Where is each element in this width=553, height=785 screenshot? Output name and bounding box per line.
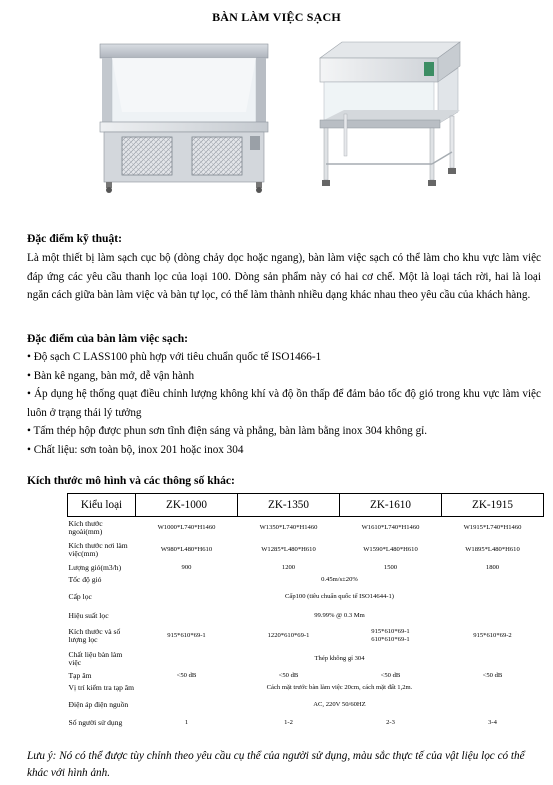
spec-value: W1590*L480*H610 bbox=[363, 545, 418, 553]
spec-value: W1350*L740*H1460 bbox=[238, 517, 340, 539]
spec-row-noise bbox=[68, 671, 544, 681]
spec-value: Thép không gỉ 304 bbox=[314, 654, 365, 662]
spec-value: W1610*L740*H1460 bbox=[340, 517, 442, 539]
spec-value: 1 bbox=[184, 718, 189, 726]
spec-value: Cấp100 (tiêu chuẩn quốc tế ISO14644-1) bbox=[285, 592, 394, 600]
spec-label: Tạp âm bbox=[68, 670, 92, 680]
feature-item: • Tấm thép hộp được phun sơn tĩnh điện sáng và phẳng, bàn làm bằng inox 304 không gỉ. bbox=[27, 425, 428, 437]
technical-features-heading: Đặc điểm kỹ thuật: bbox=[27, 232, 123, 245]
spec-value: AC, 220V 50/60HZ bbox=[313, 700, 366, 708]
spec-value: <50 dB bbox=[482, 671, 503, 679]
spec-value: Cách mặt trước bàn làm việc 20cm, cách mặt đất 1,2m. bbox=[266, 683, 413, 691]
spec-row-wind-speed bbox=[68, 575, 544, 586]
spec-value: <50 dB bbox=[380, 671, 401, 679]
spec-value: 3-4 bbox=[488, 718, 497, 726]
spec-value: 1220*610*69-1 bbox=[267, 631, 310, 639]
spec-row-work-size bbox=[68, 539, 544, 561]
spec-col-header: Kiểu loại bbox=[68, 494, 136, 517]
spec-row-filter-efficiency bbox=[68, 608, 544, 625]
spec-row-users bbox=[68, 715, 544, 731]
spec-value: 1800 bbox=[485, 563, 500, 571]
spec-value: 915*610*69-2 bbox=[473, 631, 512, 639]
spec-header-row bbox=[68, 494, 544, 517]
spec-value: 1500 bbox=[383, 563, 398, 571]
spec-label: Hiệu suất lọc bbox=[68, 611, 109, 620]
page-title: BÀN LÀM VIỆC SẠCH bbox=[212, 10, 341, 24]
spec-row-filter-class bbox=[68, 586, 544, 608]
spec-value-line: 915*610*69-1 bbox=[371, 627, 410, 635]
spec-value: W1285*L480*H610 bbox=[261, 545, 316, 553]
spec-value-line: 610*610*69-1 bbox=[371, 635, 410, 643]
model-header: ZK-1915 bbox=[442, 494, 544, 517]
spec-label: Chất liệu bàn làm việc bbox=[68, 649, 123, 667]
spec-value: 99.99% @ 0.3 Mm bbox=[314, 612, 365, 619]
spec-row-material bbox=[68, 647, 544, 671]
spec-value: <50 dB bbox=[176, 671, 197, 679]
feature-item: • Áp dụng hệ thống quạt điều chỉnh lượng không khí và độ ồn thấp để đảm bảo tốc độ gió trong khu vực làm việc luôn ở trạng thái lý tưởng bbox=[27, 388, 541, 419]
model-header: ZK-1350 bbox=[238, 494, 340, 517]
spec-value: W1915*L740*H1460 bbox=[442, 517, 544, 539]
customization-note: Lưu ý: Nó có thể được tùy chỉnh theo yêu cầu cụ thể của người sử dụng, màu sắc thực tế của vật liệu lọc có thể khác với hình ảnh. bbox=[27, 750, 525, 779]
spec-value: <50 dB bbox=[278, 671, 299, 679]
spec-value: 900 bbox=[181, 563, 192, 571]
spec-row-test-position bbox=[68, 681, 544, 695]
spec-label: Số người sử dụng bbox=[68, 717, 123, 727]
spec-label: Lượng gió(m3/h) bbox=[68, 562, 122, 572]
spec-label: Cấp lọc bbox=[68, 591, 92, 601]
spec-row-filter-size bbox=[68, 625, 544, 647]
spec-table bbox=[67, 493, 544, 731]
spec-value: 1-2 bbox=[284, 718, 293, 726]
spec-value: W980*L480*H610 bbox=[160, 545, 213, 553]
feature-item: • Chất liệu: sơn toàn bộ, inox 201 hoặc inox 304 bbox=[27, 443, 244, 456]
bench-features-heading: Đặc điểm của bàn làm việc sạch: bbox=[27, 332, 189, 345]
spec-label: Tốc độ gió bbox=[68, 575, 102, 584]
feature-item: • Độ sạch C LASS100 phù hợp với tiêu chuẩn quốc tế ISO1466-1 bbox=[27, 351, 322, 363]
spec-value bbox=[340, 625, 442, 647]
spec-row-airflow bbox=[68, 561, 544, 575]
spec-value: 0.45m/s±20% bbox=[321, 576, 358, 583]
spec-label: Kích thước ngoài(mm) bbox=[68, 517, 136, 539]
spec-value: 915*610*69-1 bbox=[167, 631, 206, 639]
spec-label: Kích thước và số lượng lọc bbox=[68, 626, 121, 644]
model-header: ZK-1000 bbox=[136, 494, 238, 517]
model-header: ZK-1610 bbox=[340, 494, 442, 517]
spec-heading: Kích thước mô hình và các thông số khác: bbox=[27, 474, 235, 487]
feature-item: • Bàn kê ngang, bàn mở, dễ vận hành bbox=[27, 369, 195, 382]
spec-row-power bbox=[68, 695, 544, 715]
spec-value: W1000*L740*H1460 bbox=[136, 517, 238, 539]
vertical-flow-bench-photo bbox=[314, 40, 464, 192]
bench-features-list bbox=[27, 348, 541, 459]
spec-label: Điện áp điện nguồn bbox=[68, 699, 129, 709]
technical-features-text: Là một thiết bị làm sạch cục bộ (dòng chảy dọc hoặc ngang), bàn làm việc sạch có thể làm cho khu vực làm việc đáp ứng các yêu cầu thanh lọc của loại 100. Dòng sản phẩm này có hai cơ chế. Một là loại tách rời, hai là loại ngăn cách giữa bàn làm việc và bàn tự lọc, có thể làm thành nhiều dạng khác nhau theo yêu cầu của khách hàng. bbox=[27, 252, 541, 301]
spec-value: 1200 bbox=[281, 563, 296, 571]
spec-label: Vị trí kiểm tra tạp âm bbox=[68, 682, 135, 692]
horizontal-flow-bench-photo bbox=[96, 42, 272, 194]
spec-value: W1895*L480*H610 bbox=[465, 545, 520, 553]
spec-value: 2-3 bbox=[386, 718, 395, 726]
spec-label: Kích thước nơi làm việc(mm) bbox=[68, 540, 128, 558]
spec-row-outer-size bbox=[68, 517, 544, 539]
